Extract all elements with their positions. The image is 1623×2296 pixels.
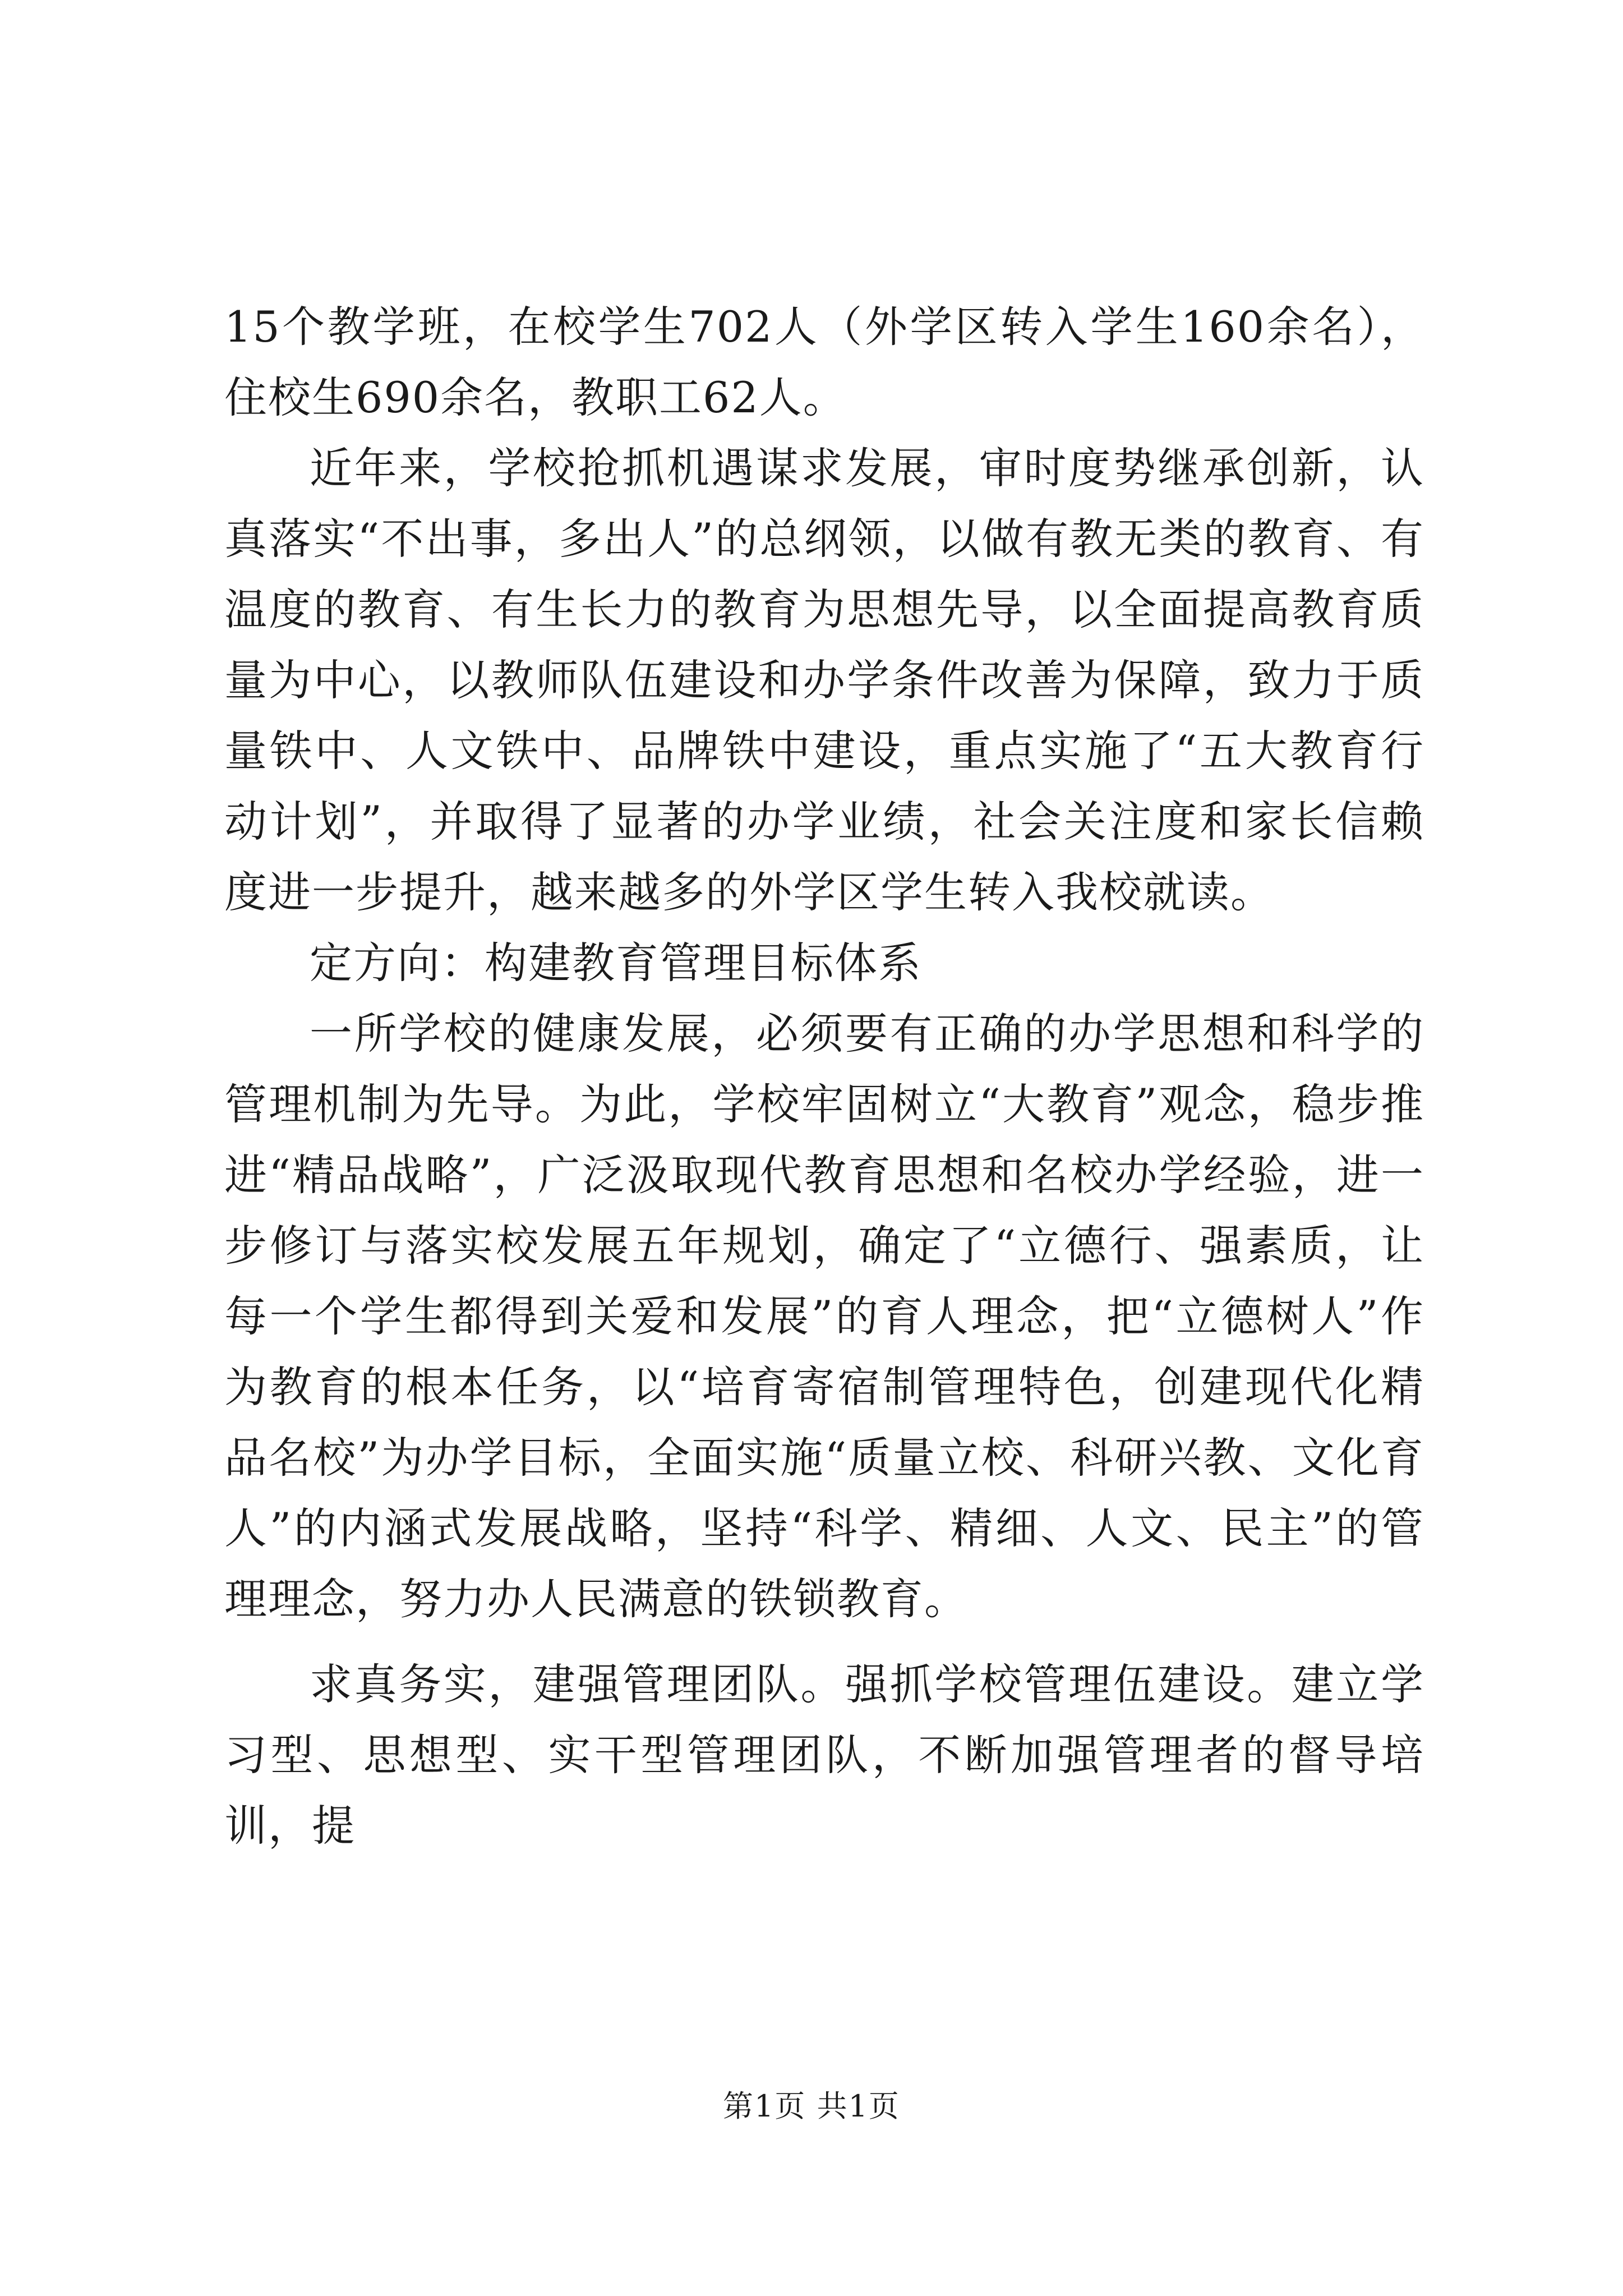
paragraph-school-development: 近年来，学校抢抓机遇谋求发展，审时度势继承创新，认真落实“不出事，多出人”的总纲领，以做有教无类的教育、有温度的教育、有生长力的教育为思想先导，以全面提高教育质量为中心，以教师队伍建设和办学条件改善为保障，致力于质量铁中、人文铁中、品牌铁中建设，重点实施了“五大教育行动计划”，并取得了显著的办学业绩，社会关注度和家长信赖度进一步提升，越来越多的外学区学生转入我校就读。 [224,443,1424,917]
section-heading-direction: 定方向：构建教育管理目标体系 [310,938,922,988]
page-footer: 第1页 共1页 [723,2088,900,2124]
paragraph-management-philosophy: 一所学校的健康发展，必须要有正确的办学思想和科学的管理机制为先导。为此，学校牢固树立“大教育”观念，稳步推进“精品战略”，广泛汲取现代教育思想和名校办学经验，进一步修订与落实校发展五年规划，确定了“立德行、强素质，让每一个学生都得到关爱和发展”的育人理念，把“立德树人”作为教育的根本任务，以“培育寄宿制管理特色，创建现代化精品名校”为办学目标，全面实施“质量立校、科研兴教、文化育人”的内涵式发展战略，坚持“科学、精细、人文、民主”的管理理念，努力办人民满意的铁锁教育。 [224,1009,1424,1624]
paragraph-management-team: 求真务实，建强管理团队。强抓学校管理伍建设。建立学习型、思想型、实干型管理团队，不断加强管理者的督导培训，提 [224,1659,1424,1851]
document-body [224,292,1424,1861]
paragraph-enrollment: 15个教学班，在校学生702人（外学区转入学生160余名），住校生690余名，教职工62人。 [224,302,1424,422]
